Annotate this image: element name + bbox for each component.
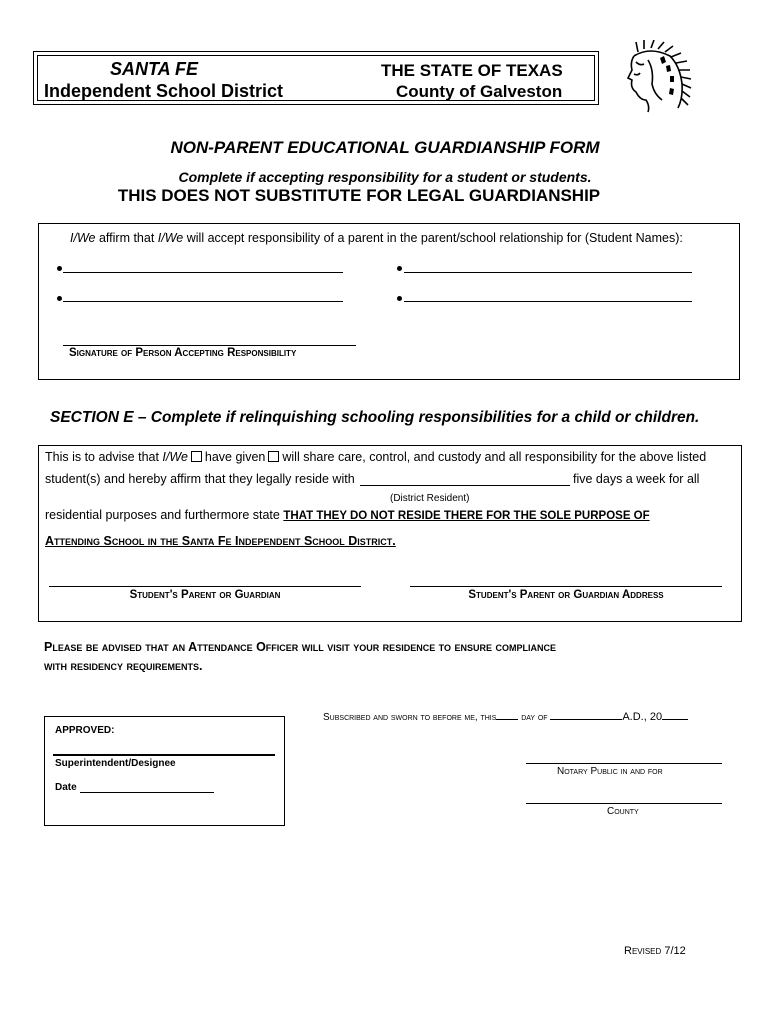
line1-iwe: I/We [162,450,188,464]
affirm-iwe-2: I/We [157,231,184,245]
county-title: County of Galveston [396,82,563,101]
parent-signature-field[interactable] [49,586,361,587]
line3-a: residential purposes and furthermore state [45,508,284,522]
student-name-field-1[interactable] [63,272,343,273]
form-title: NON-PARENT EDUCATIONAL GUARDIANSHIP FORM [170,138,600,157]
county-field[interactable] [526,803,722,804]
sworn-year-field[interactable] [662,719,688,720]
bullet-icon [57,266,62,271]
sworn-month-field[interactable] [550,719,622,720]
student-name-field-3[interactable] [63,301,343,302]
affirm-mid: affirm that [95,231,158,245]
bullet-icon [397,296,402,301]
superintendent-signature-field[interactable] [53,754,275,756]
relinquish-line-1 [45,450,706,464]
form-subtitle: Complete if accepting responsibility for a student or students. [178,169,592,185]
bullet-icon [397,266,402,271]
affirm-iwe-1: I/We [70,231,96,245]
sworn-b: day of [521,712,548,723]
approved-label: APPROVED: [55,725,115,736]
student-name-field-4[interactable] [404,301,692,302]
state-title: THE STATE OF TEXAS [381,61,563,80]
signature-label: Signature of Person Accepting Responsibility [69,347,297,359]
legal-warning: THIS DOES NOT SUBSTITUTE FOR LEGAL GUARDIANSHIP [117,186,601,205]
section-e-heading: SECTION E – Complete if relinquishing schooling responsibilities for a child or children. [50,409,700,426]
have-given-checkbox[interactable] [191,451,202,462]
line1-b: have given [204,450,266,464]
relinquish-line-2b: five days a week for all [573,472,700,486]
relinquish-line-3 [45,508,650,522]
relinquish-line-4: Attending School in the Santa Fe Independent School District. [45,534,396,548]
district-name: SANTA FE [110,59,198,79]
chief-logo-icon [620,40,692,116]
sworn-a: Subscribed and sworn to before me, this [323,712,497,723]
acceptor-signature-field[interactable] [63,345,356,346]
parent-address-field[interactable] [410,586,722,587]
sworn-day-field[interactable] [496,719,518,720]
affirm-tail: will accept responsibility of a parent in the parent/school relationship for (Student Names): [183,231,683,245]
county-label: County [607,806,639,817]
revised-date: Revised 7/12 [624,945,686,957]
parent-label: Student's Parent or Guardian [129,589,281,601]
superintendent-label: Superintendent/Designee [55,758,176,769]
affirm-statement [70,231,683,245]
approval-date-field[interactable] [80,792,214,793]
sworn-c: A.D., 20 [622,711,663,723]
line3-b: THAT THEY DO NOT RESIDE THERE FOR THE SOLE PURPOSE OF [283,510,650,522]
district-sub: Independent School District [44,81,284,101]
line1-c: will share care, control, and custody and all responsibility for the above listed [282,450,707,464]
share-care-checkbox[interactable] [268,451,279,462]
notice-line-2: with residency requirements. [44,659,203,673]
student-name-field-2[interactable] [404,272,692,273]
district-resident-field[interactable] [360,485,570,486]
date-label: Date [55,782,77,793]
address-label: Student's Parent or Guardian Address [468,589,664,601]
notary-signature-field[interactable] [526,763,722,764]
notice-line-1: Please be advised that an Attendance Officer will visit your residence to ensure compliance [44,640,556,654]
bullet-icon [57,296,62,301]
line1-a: This is to advise that [45,450,163,464]
relinquish-line-2a: student(s) and hereby affirm that they legally reside with [45,472,355,486]
district-resident-label: (District Resident) [390,493,470,504]
sworn-statement [323,711,688,723]
notary-public-label: Notary Public in and for [557,766,663,777]
